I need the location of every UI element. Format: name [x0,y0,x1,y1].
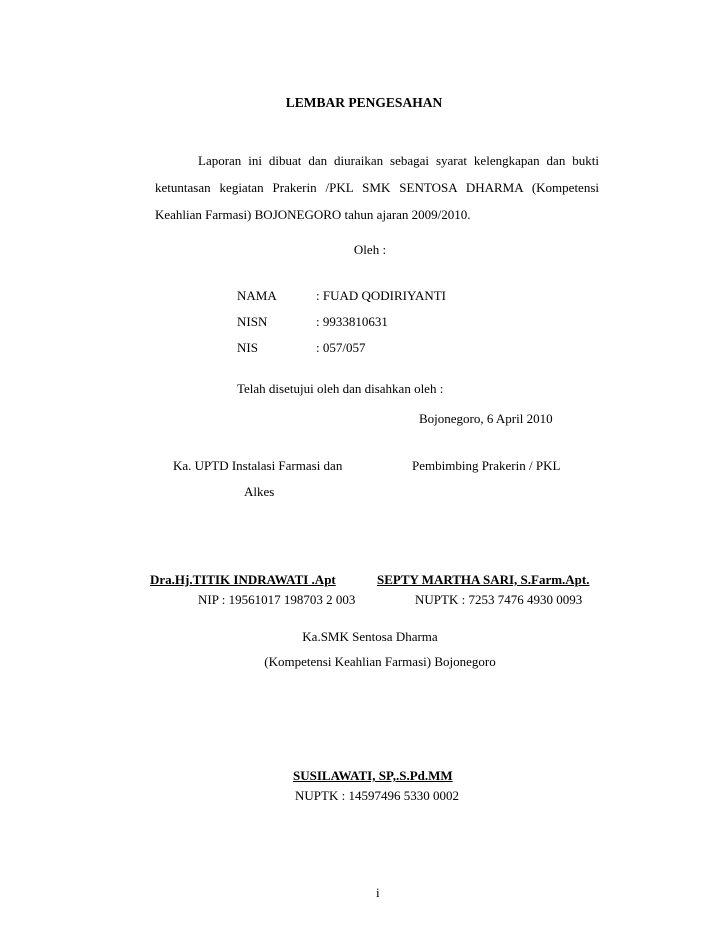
paragraph-line: Keahlian Farmasi) BOJONEGORO tahun ajaran 2009/2010. [155,207,471,222]
signatory-left-id: NIP : 19561017 198703 2 003 [198,592,356,607]
signatory-left-position: Ka. UPTD Instalasi Farmasi dan [173,458,343,473]
headmaster-position-cont: (Kompetensi Keahlian Farmasi) Bojonegoro [264,654,496,669]
identity-value-nama: : FUAD QODIRIYANTI [316,288,446,303]
headmaster-id: NUPTK : 14597496 5330 0002 [295,788,459,803]
identity-label-nama: NAMA [237,288,277,303]
signatory-left-position-cont: Alkes [244,484,275,499]
paragraph-line: Laporan ini dibuat dan diuraikan sebagai syarat kelengkapan dan bukti [198,153,599,168]
signatory-left-name: Dra.Hj.TITIK INDRAWATI .Apt [150,572,336,587]
intro-paragraph [155,147,599,228]
document-title: LEMBAR PENGESAHAN [285,95,443,110]
paragraph-line: ketuntasan kegiatan Prakerin /PKL SMK SENTOSA DHARMA (Kompetensi [155,180,599,195]
page-number: i [376,885,380,900]
identity-label-nisn: NISN [237,314,268,329]
identity-value-nisn: : 9933810631 [316,314,388,329]
signatory-right-id: NUPTK : 7253 7476 4930 0093 [415,592,583,607]
headmaster-name: SUSILAWATI, SP,.S.Pd.MM [293,768,453,783]
signatory-right-name: SEPTY MARTHA SARI, S.Farm.Apt. [377,572,590,587]
signatory-right-position: Pembimbing Prakerin / PKL [412,458,561,473]
headmaster-position: Ka.SMK Sentosa Dharma [302,629,438,644]
oleh-label: Oleh : [353,242,387,257]
identity-label-nis: NIS [237,340,258,355]
approval-statement: Telah disetujui oleh dan disahkan oleh : [237,381,444,396]
identity-value-nis: : 057/057 [316,340,366,355]
place-date: Bojonegoro, 6 April 2010 [419,411,553,426]
